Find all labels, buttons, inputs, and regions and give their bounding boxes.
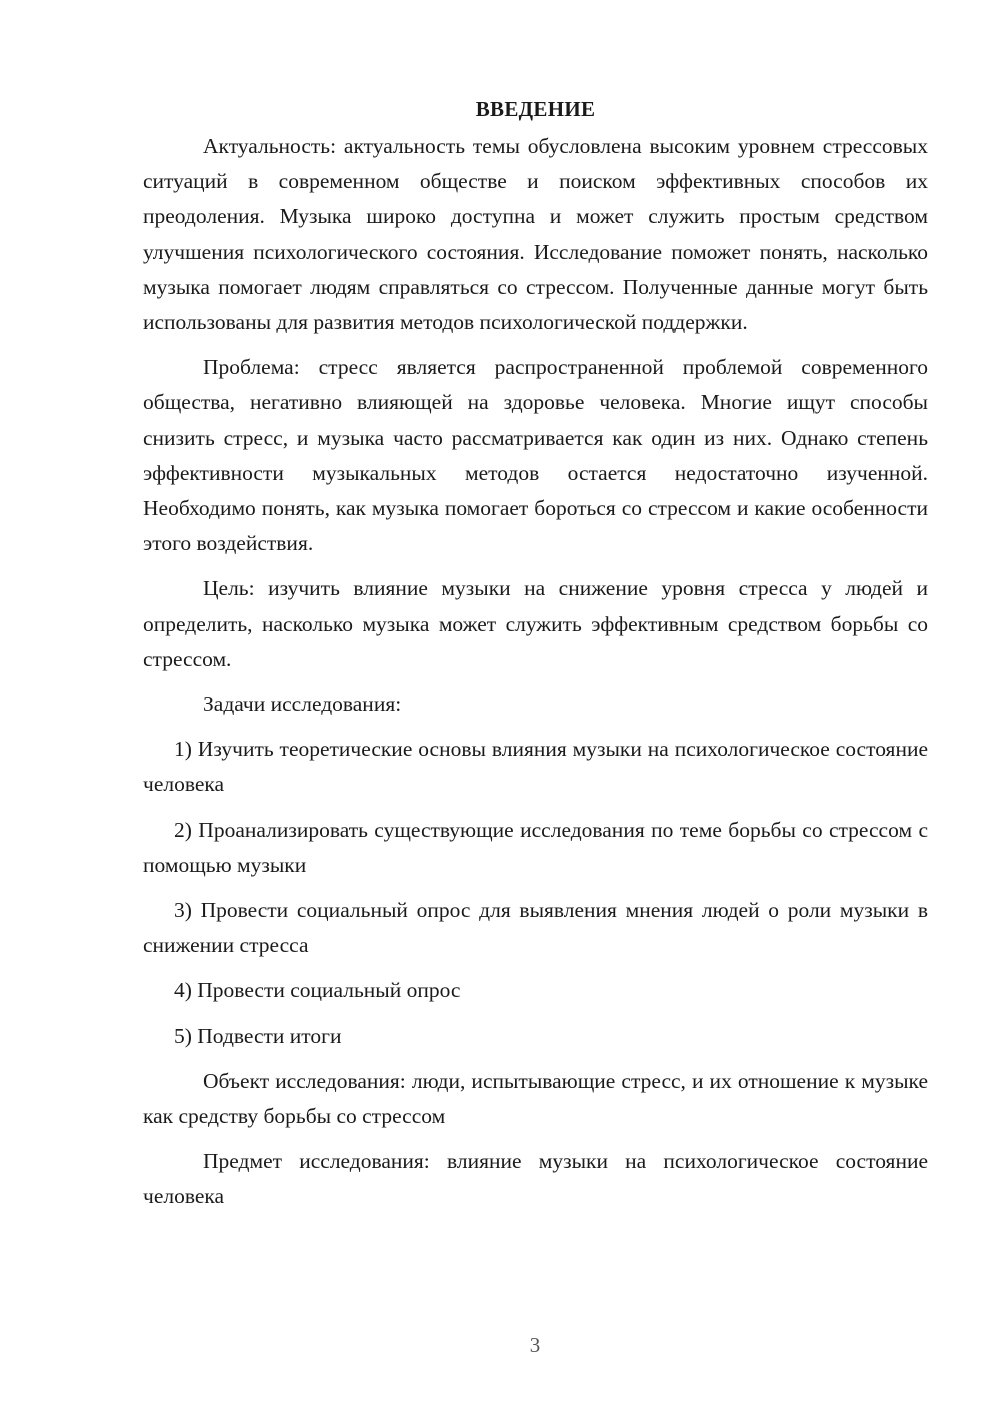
- goal-paragraph: Цель: изучить влияние музыки на снижение уровня стресса у людей и определить, насколько музыка может служить эффективным средством борьбы со стрессом.: [143, 576, 928, 671]
- tasks-heading: Задачи исследования:: [203, 692, 402, 717]
- document-page: [143, 92, 928, 1225]
- object-paragraph: Объект исследования: люди, испытывающие стресс, и их отношение к музыке как средству борьбы со стрессом: [143, 1068, 928, 1129]
- task-item-4: 4) Провести социальный опрос: [174, 978, 461, 1003]
- task-item-2: 2) Проанализировать существующие исследования по теме борьбы со стрессом с помощью музыки: [143, 817, 928, 877]
- page-number: 3: [529, 1333, 541, 1357]
- task-item-1: 1) Изучить теоретические основы влияния музыки на психологическое состояние человека: [143, 737, 928, 797]
- problem-paragraph: Проблема: стресс является распространенной проблемой современного общества, негативно влияющей на здоровье человека. Многие ищут способы снизить стресс, и музыка часто рассматривается как один из них. Однако степень эффективности музыкальных методов остается недостаточно изученной. Необходимо понять, как музыка помогает бороться со стрессом и какие особенности этого воздействия.: [143, 355, 928, 556]
- task-item-5: 5) Подвести итоги: [174, 1023, 342, 1048]
- subject-paragraph: Предмет исследования: влияние музыки на психологическое состояние человека: [143, 1149, 928, 1209]
- relevance-paragraph: Актуальность: актуальность темы обусловлена высоким уровнем стрессовых ситуаций в современном обществе и поиском эффективных способов их преодоления. Музыка широко доступна и может служить простым средством улучшения психологического состояния. Исследование поможет понять, насколько музыка помогает людям справляться со стрессом. Полученные данные могут быть использованы для развития методов психологической поддержки.: [143, 134, 928, 335]
- section-title: ВВЕДЕНИЕ: [475, 97, 596, 121]
- task-item-3: 3) Провести социальный опрос для выявления мнения людей о роли музыки в снижении стресса: [143, 898, 928, 958]
